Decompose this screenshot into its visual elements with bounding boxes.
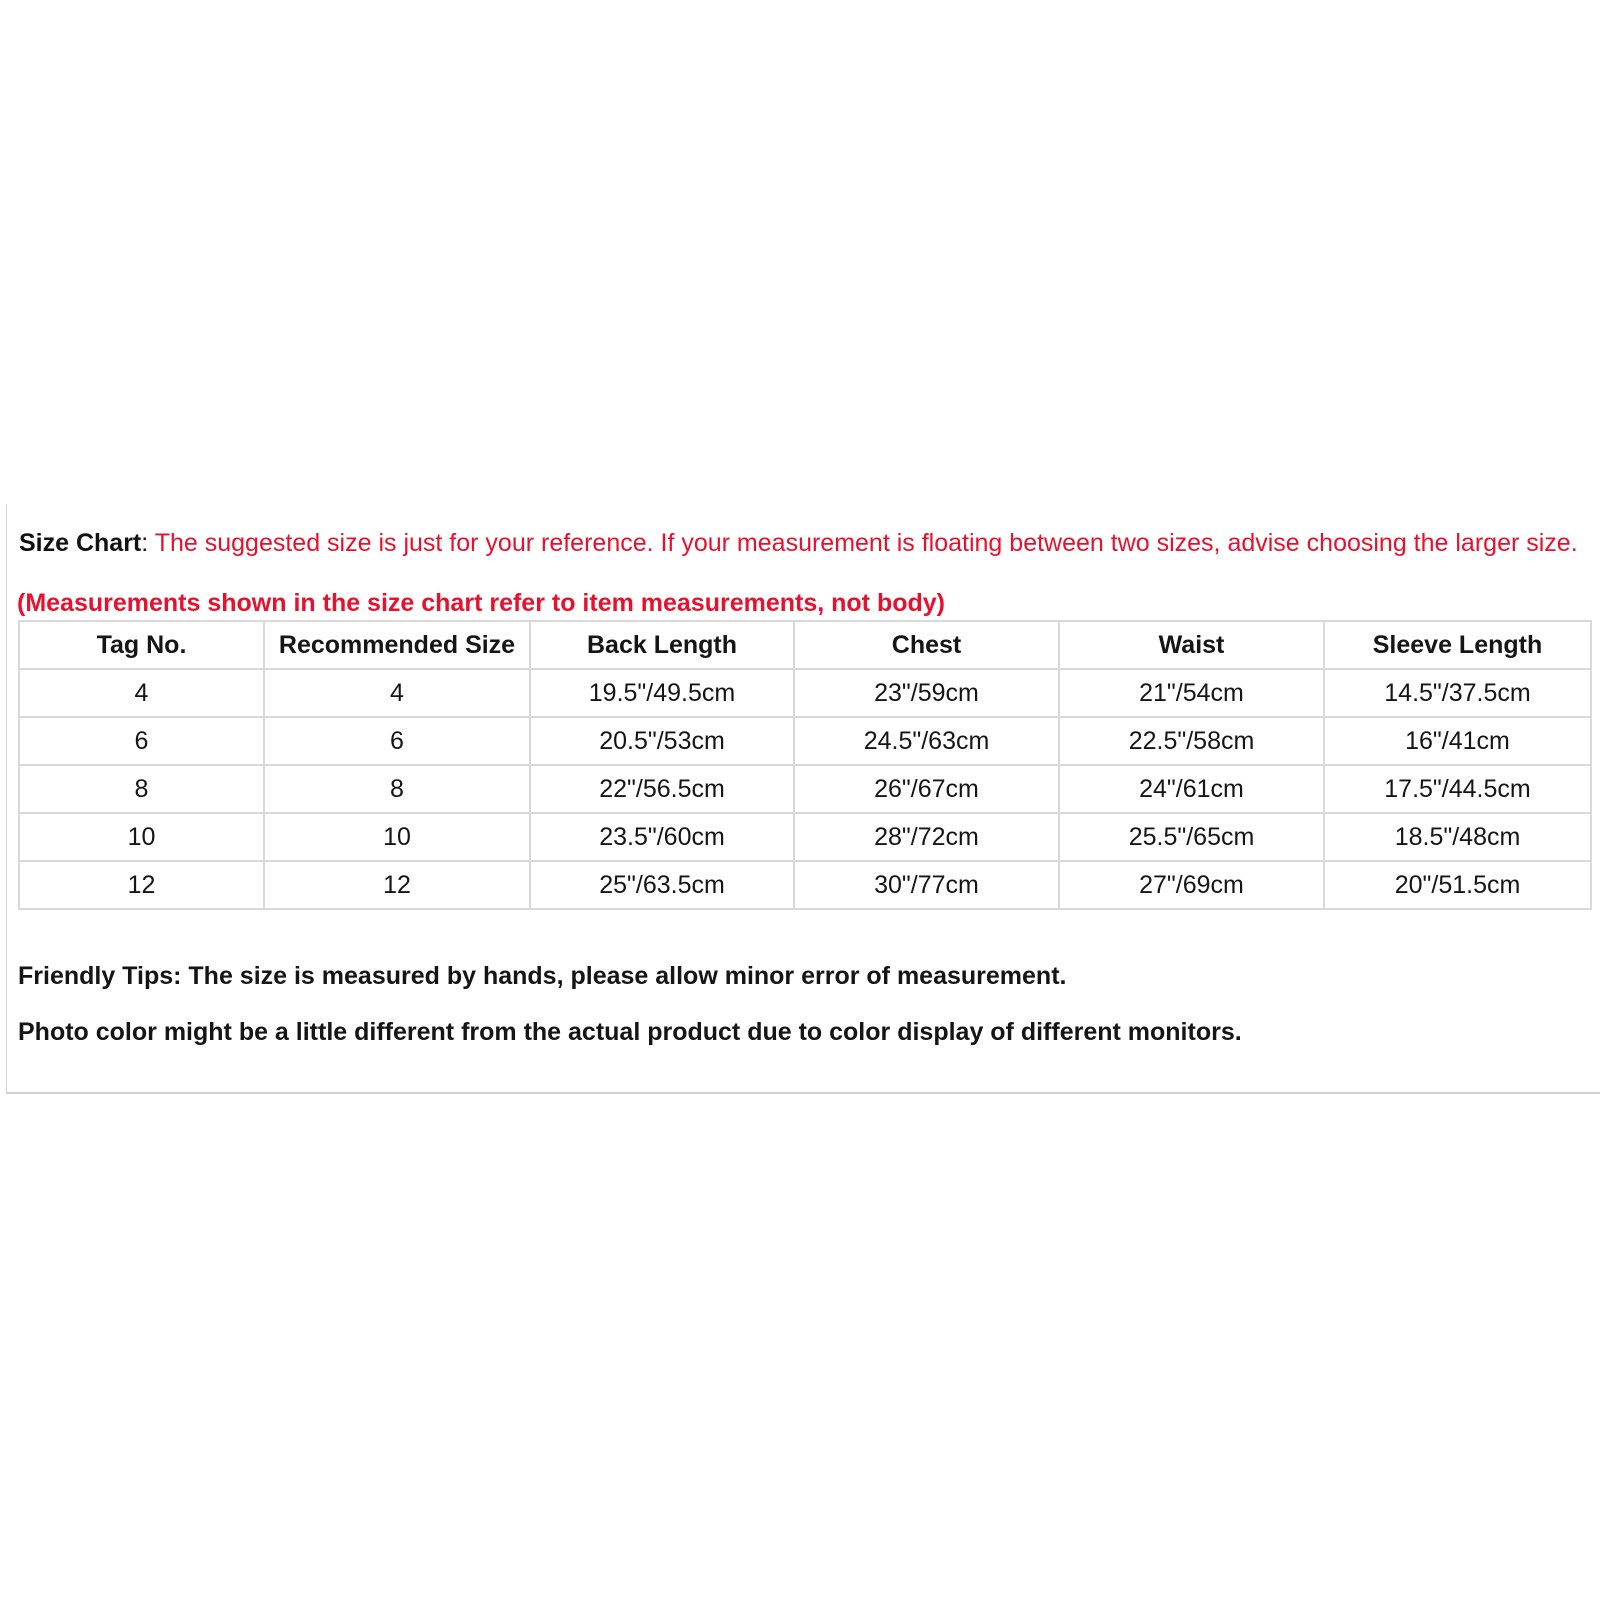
back-length-cell: 22"/56.5cm: [530, 765, 794, 813]
back-length-cell: 20.5"/53cm: [530, 717, 794, 765]
waist-cell: 21"/54cm: [1059, 669, 1324, 717]
table-row: [19, 717, 1591, 765]
waist-cell: 22.5"/58cm: [1059, 717, 1324, 765]
size-chart-panel: [6, 504, 1600, 1094]
tag-no-cell: 12: [19, 861, 264, 909]
size-chart-colon: :: [141, 529, 155, 557]
table-row: [19, 765, 1591, 813]
tag-no-cell: 4: [19, 669, 264, 717]
tag-no-cell: 10: [19, 813, 264, 861]
tag-no-cell: 8: [19, 765, 264, 813]
back-length-cell: 23.5"/60cm: [530, 813, 794, 861]
photo-color-tip: Photo color might be a little different from the actual product due to color display of different monitors.: [18, 1018, 1242, 1046]
column-header-sleeve-length: Sleeve Length: [1324, 621, 1591, 669]
recommended-size-cell: 4: [264, 669, 530, 717]
back-length-cell: 19.5"/49.5cm: [530, 669, 794, 717]
waist-cell: 24"/61cm: [1059, 765, 1324, 813]
sleeve-length-cell: 16"/41cm: [1324, 717, 1591, 765]
recommended-size-cell: 12: [264, 861, 530, 909]
chest-cell: 24.5"/63cm: [794, 717, 1059, 765]
column-header-tag-no: Tag No.: [19, 621, 264, 669]
table-row: [19, 861, 1591, 909]
column-header-recommended-size: Recommended Size: [264, 621, 530, 669]
size-table: [18, 620, 1592, 910]
size-chart-note: The suggested size is just for your reference. If your measurement is floating between two sizes, advise choosing the larger size.: [154, 529, 1578, 557]
waist-cell: 27"/69cm: [1059, 861, 1324, 909]
chest-cell: 28"/72cm: [794, 813, 1059, 861]
column-header-chest: Chest: [794, 621, 1059, 669]
table-row: [19, 813, 1591, 861]
back-length-cell: 25"/63.5cm: [530, 861, 794, 909]
tag-no-cell: 6: [19, 717, 264, 765]
size-chart-label: Size Chart: [19, 529, 142, 557]
recommended-size-cell: 10: [264, 813, 530, 861]
recommended-size-cell: 6: [264, 717, 530, 765]
chest-cell: 30"/77cm: [794, 861, 1059, 909]
table-row: [19, 669, 1591, 717]
recommended-size-cell: 8: [264, 765, 530, 813]
size-chart-intro: [19, 528, 1589, 558]
chest-cell: 26"/67cm: [794, 765, 1059, 813]
chest-cell: 23"/59cm: [794, 669, 1059, 717]
friendly-tip: Friendly Tips: The size is measured by hands, please allow minor error of measurement.: [18, 962, 1067, 990]
sleeve-length-cell: 18.5"/48cm: [1324, 813, 1591, 861]
measurement-disclaimer: (Measurements shown in the size chart refer to item measurements, not body): [17, 589, 945, 617]
sleeve-length-cell: 20"/51.5cm: [1324, 861, 1591, 909]
waist-cell: 25.5"/65cm: [1059, 813, 1324, 861]
column-header-waist: Waist: [1059, 621, 1324, 669]
sleeve-length-cell: 17.5"/44.5cm: [1324, 765, 1591, 813]
sleeve-length-cell: 14.5"/37.5cm: [1324, 669, 1591, 717]
table-header-row: [19, 621, 1591, 669]
column-header-back-length: Back Length: [530, 621, 794, 669]
